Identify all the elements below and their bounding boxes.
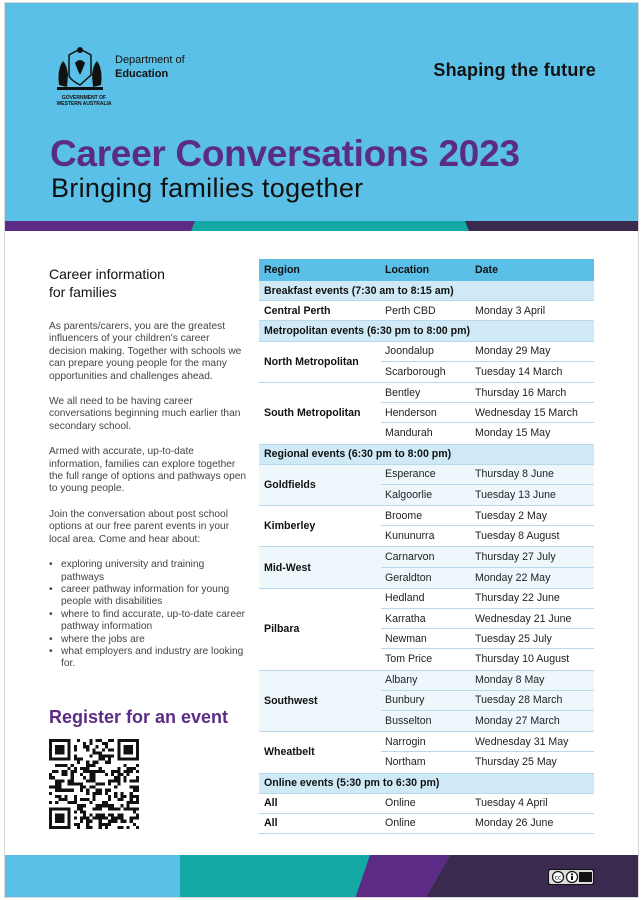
page-title: Career Conversations 2023 [50, 133, 520, 174]
table-row: Esperance Thursday 8 June [381, 465, 594, 485]
section-breakfast: Breakfast events (7:30 am to 8:15 am) [259, 281, 594, 301]
table-row: Hedland Thursday 22 June [381, 589, 594, 609]
topics-list [49, 559, 249, 671]
table-row: All Online Monday 26 June [259, 814, 594, 834]
column-header-date: Date [475, 264, 498, 276]
intro-paragraph: We all need to be having career conversations beginning much earlier than secondary school. [49, 396, 241, 432]
region-group: North Metropolitan Joondalup Monday 29 May Scarborough Tuesday 14 March [259, 342, 594, 383]
table-row: All Online Tuesday 4 April [259, 794, 594, 814]
table-header [259, 259, 594, 281]
column-header-region: Region [264, 264, 300, 276]
section-regional: Regional events (6:30 pm to 8:00 pm) [259, 445, 594, 465]
region-group: Goldfields Esperance Thursday 8 June Kalgoorlie Tuesday 13 June [259, 465, 594, 506]
table-row: Northam Thursday 25 May [385, 756, 557, 769]
table-row: Narrogin Wednesday 31 May [381, 732, 594, 752]
list-item: • where the jobs are [49, 634, 249, 646]
table-row: Bentley Thursday 16 March [381, 383, 594, 403]
creative-commons-by-icon [548, 869, 594, 885]
document-page [4, 2, 639, 898]
table-row: Bunbury Tuesday 28 March [381, 691, 594, 711]
table-row: Joondalup Monday 29 May [381, 342, 594, 362]
region-group: Mid-West Carnarvon Thursday 27 July Geraldton Monday 22 May [259, 547, 594, 588]
section-metropolitan: Metropolitan events (6:30 pm to 8:00 pm) [259, 321, 594, 341]
table-row: Busselton Monday 27 March [385, 715, 560, 728]
qr-code-icon[interactable] [49, 739, 139, 829]
list-item: • where to find accurate, up-to-date career pathway information [49, 609, 249, 634]
section-online: Online events (5:30 pm to 6:30 pm) [259, 774, 594, 794]
intro-heading: Career information for families [49, 266, 165, 300]
table-row: Kalgoorlie Tuesday 13 June [385, 488, 556, 501]
region-group: South Metropolitan Bentley Thursday 16 March Henderson Wednesday 15 March Mandurah Monday 15 May [259, 383, 594, 445]
department-name: Department of Education [115, 54, 185, 80]
register-heading: Register for an event [49, 707, 229, 727]
table-row: Karratha Wednesday 21 June [381, 609, 594, 629]
intro-paragraph: Join the conversation about post school options at our free parent events in your local area. Come and hear about: [49, 508, 230, 545]
events-table [259, 259, 594, 834]
list-item: • exploring university and training pathways [49, 559, 249, 584]
column-header-location: Location [385, 264, 430, 276]
page-subtitle: Bringing families together [51, 173, 364, 203]
list-item: • what employers and industry are looking for. [49, 646, 249, 671]
table-row: Albany Monday 8 May [381, 671, 594, 691]
table-row: Scarborough Tuesday 14 March [385, 365, 563, 378]
intro-paragraph: As parents/carers, you are the greatest influencers of your children's career decision making. Together with schools we can prepare young people for the many opportunities and challenges ahead. [49, 321, 242, 382]
table-row: Tom Price Thursday 10 August [385, 653, 570, 666]
table-row: Newman Tuesday 25 July [381, 629, 594, 649]
table-row: Broome Tuesday 2 May [381, 506, 594, 526]
table-row: Henderson Wednesday 15 March [381, 403, 594, 423]
table-row: Geraldton Monday 22 May [385, 571, 551, 584]
intro-column [49, 265, 249, 671]
region-group: Kimberley Broome Tuesday 2 May Kununurra Tuesday 8 August [259, 506, 594, 547]
government-label: GOVERNMENT OF WESTERN AUSTRALIA [56, 95, 112, 107]
table-row: Carnarvon Thursday 27 July [381, 547, 594, 567]
intro-paragraph: Armed with accurate, up-to-date information, families can explore together the full range of options and pathways open to young people. [49, 446, 247, 495]
region-group: Pilbara Hedland Thursday 22 June Karratha Wednesday 21 June Newman Tuesday 25 July Tom Price Thursday 10 August [259, 589, 594, 671]
region-group: Wheatbelt Narrogin Wednesday 31 May Northam Thursday 25 May [259, 732, 594, 773]
svg-text:cc: cc [554, 874, 562, 882]
list-item: • career pathway information for young people with disabilities [49, 584, 249, 609]
table-row: Kununurra Tuesday 8 August [385, 530, 560, 543]
header-banner [5, 3, 639, 221]
coat-of-arms-icon [51, 45, 109, 93]
region-group: Southwest Albany Monday 8 May Bunbury Tuesday 28 March Busselton Monday 27 March [259, 671, 594, 733]
table-row: Central Perth Perth CBD Monday 3 April [259, 301, 594, 321]
decorative-stripe-top [5, 221, 639, 231]
tagline: Shaping the future [433, 60, 596, 80]
table-row: Mandurah Monday 15 May [385, 427, 551, 440]
decorative-footer [5, 855, 639, 898]
